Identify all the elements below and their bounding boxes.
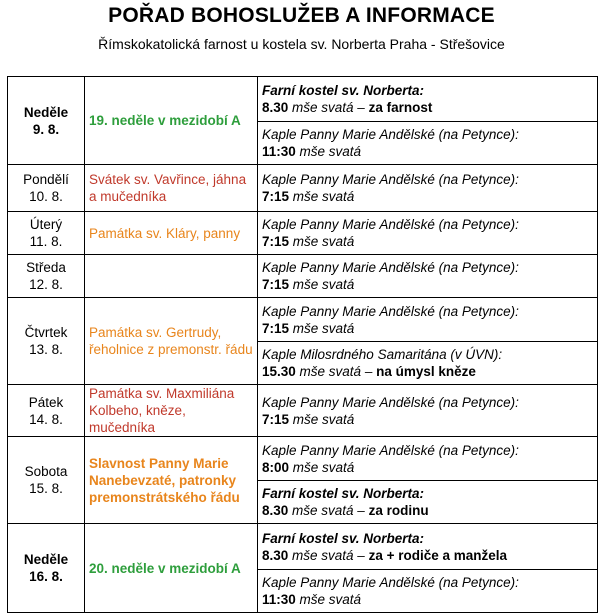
mass-time-line (262, 547, 593, 564)
mass-time-line (262, 363, 593, 380)
table-row (8, 212, 598, 255)
feast-cell (85, 524, 258, 613)
mass-location: Farní kostel sv. Norberta: (262, 486, 425, 501)
feast-name: 20. neděle v mezidobí A (89, 560, 241, 576)
day-date: 14. 8. (29, 411, 63, 427)
day-date: 12. 8. (29, 277, 63, 292)
mass-intention: na úmysl kněze (376, 364, 476, 379)
mass-cell (258, 524, 598, 570)
table-row (8, 298, 598, 342)
mass-intention: za + rodiče a manžela (368, 547, 508, 563)
feast-name: 19. neděle v mezidobí A (89, 113, 241, 128)
page-title: POŘAD BOHOSLUŽEB A INFORMACE (108, 4, 495, 27)
table-row (8, 77, 598, 122)
mass-intention: za farnost (368, 100, 433, 115)
feast-name: Svátek sv. Vavřince, jáhna a mučedníka (89, 172, 247, 204)
table-row (8, 255, 598, 298)
mass-cell (258, 570, 598, 613)
mass-time: 11:30 (262, 144, 296, 159)
mass-desc: mše svatá – (295, 364, 377, 379)
mass-time-line (262, 320, 593, 337)
mass-cell (258, 385, 598, 437)
mass-desc: mše svatá (289, 320, 355, 336)
day-date: 10. 8. (29, 189, 63, 204)
mass-desc: mše svatá (289, 411, 355, 427)
mass-time: 8.30 (262, 100, 289, 115)
feast-name: Památka sv. Kláry, panny (89, 225, 241, 241)
mass-time: 8.30 (262, 503, 289, 518)
mass-desc: mše svatá – (288, 503, 369, 518)
feast-cell (85, 212, 258, 255)
mass-time-line (262, 276, 593, 293)
mass-desc: mše svatá (289, 189, 355, 204)
day-cell (8, 212, 85, 255)
mass-desc: mše svatá – (288, 547, 369, 563)
schedule-body (8, 77, 598, 613)
feast-cell (85, 437, 258, 524)
day-cell (8, 385, 85, 437)
day-name: Sobota (24, 464, 68, 479)
mass-cell (258, 255, 598, 298)
mass-intention: za rodinu (368, 503, 429, 518)
feast-cell (85, 298, 258, 385)
day-cell (8, 165, 85, 212)
mass-location: Farní kostel sv. Norberta: (262, 530, 425, 546)
schedule-table (7, 76, 598, 613)
table-row (8, 385, 598, 437)
mass-time-line (262, 99, 593, 116)
day-name: Neděle (23, 104, 69, 120)
mass-time: 8.30 (262, 547, 289, 563)
day-cell (8, 524, 85, 613)
mass-cell (258, 342, 598, 385)
mass-time: 7:15 (262, 320, 290, 336)
mass-time: 7:15 (262, 411, 290, 427)
mass-location: Kaple Panny Marie Andělské (na Petynce): (262, 394, 519, 410)
feast-cell (85, 385, 258, 437)
mass-desc: mše svatá (289, 234, 355, 249)
day-date: 13. 8. (29, 342, 63, 357)
day-date: 15. 8. (29, 481, 63, 496)
mass-location: Kaple Panny Marie Andělské (na Petynce): (262, 217, 519, 232)
day-name: Neděle (23, 552, 69, 567)
mass-time-line (262, 411, 593, 428)
day-cell (8, 298, 85, 385)
mass-time-line (262, 143, 593, 160)
feast-cell (85, 255, 258, 298)
day-name: Pondělí (23, 172, 69, 187)
mass-time: 15.30 (262, 364, 296, 379)
mass-desc: mše svatá (295, 592, 362, 607)
mass-time-line (262, 233, 593, 250)
mass-time-line (262, 502, 593, 519)
mass-time-line (262, 188, 593, 205)
feast-name: Slavnost Panny Marie Nanebevzaté, patronky premonstrátského řádu (89, 455, 240, 505)
day-date: 9. 8. (32, 121, 60, 137)
feast-name: Památka sv. Maxmiliána Kolbeho, kněze, mučedníka (89, 386, 235, 435)
mass-cell (258, 122, 598, 165)
mass-time: 7:15 (262, 189, 290, 204)
mass-desc: mše svatá – (288, 100, 369, 115)
mass-time: 7:15 (262, 277, 290, 292)
day-name: Středa (26, 260, 66, 275)
mass-location: Kaple Panny Marie Andělské (na Petynce): (262, 575, 519, 590)
mass-location: Kaple Panny Marie Andělské (na Petynce): (262, 127, 519, 142)
feast-cell (85, 165, 258, 212)
day-cell (8, 255, 85, 298)
mass-cell (258, 77, 598, 122)
day-name: Pátek (28, 394, 64, 410)
mass-desc: mše svatá (295, 144, 362, 159)
day-date: 11. 8. (29, 234, 63, 249)
mass-cell (258, 165, 598, 212)
mass-time: 8:00 (262, 459, 290, 475)
mass-time: 7:15 (262, 234, 290, 249)
mass-cell (258, 437, 598, 481)
table-row (8, 437, 598, 481)
mass-time: 11:30 (262, 592, 296, 607)
table-row (8, 165, 598, 212)
page-subtitle: Římskokatolická farnost u kostela sv. Norberta Praha - Střešovice (98, 36, 505, 52)
mass-location: Kaple Panny Marie Andělské (na Petynce): (262, 260, 519, 275)
mass-desc: mše svatá (289, 459, 355, 475)
mass-cell (258, 481, 598, 524)
mass-time-line (262, 459, 593, 476)
mass-desc: mše svatá (289, 277, 355, 292)
feast-name: Památka sv. Gertrudy, řeholnice z premonstr. řádu (89, 325, 253, 357)
table-row (8, 524, 598, 570)
mass-location: Kaple Panny Marie Andělské (na Petynce): (262, 172, 519, 187)
mass-location: Kaple Panny Marie Andělské (na Petynce): (262, 303, 519, 319)
day-date: 16. 8. (29, 569, 63, 584)
mass-cell (258, 212, 598, 255)
mass-cell (258, 298, 598, 342)
day-cell (8, 437, 85, 524)
mass-location: Kaple Milosrdného Samaritána (v ÚVN): (262, 347, 503, 362)
day-name: Čtvrtek (24, 325, 68, 340)
feast-cell (85, 77, 258, 165)
day-cell (8, 77, 85, 165)
mass-location: Kaple Panny Marie Andělské (na Petynce): (262, 442, 519, 458)
mass-location: Farní kostel sv. Norberta: (262, 83, 425, 98)
day-name: Úterý (29, 217, 63, 232)
